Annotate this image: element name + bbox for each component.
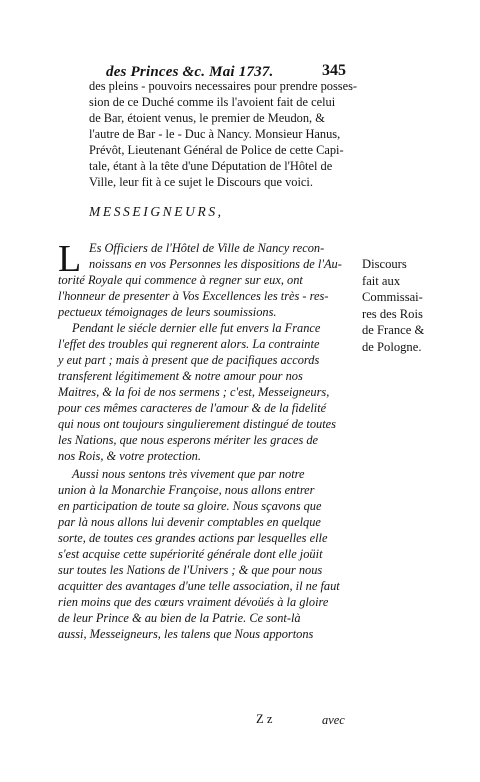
- intro-line: des pleins - pouvoirs necessaires pour prendre posses-: [89, 79, 358, 93]
- margin-note: [362, 256, 438, 355]
- speech-line: aussi, Messeigneurs, les talens que Nous apportons: [58, 627, 314, 641]
- speech-line: acquitter des avantages d'une telle association, il ne faut: [58, 579, 340, 593]
- speech-line: transferent légitimement & notre amour pour nos: [58, 369, 303, 383]
- speech-line: noissans en vos Personnes les dispositions de l'Au-: [89, 257, 342, 271]
- salutation: MESSEIGNEURS,: [89, 204, 224, 219]
- speech-line: en participation de toute sa gloire. Nous sçavons que: [58, 499, 322, 513]
- intro-line: Ville, leur fit à ce sujet le Discours que voici.: [89, 175, 313, 189]
- intro-line: l'autre de Bar - le - Duc à Nancy. Monsieur Hanus,: [89, 127, 341, 141]
- margin-note-line: fait aux: [362, 273, 401, 288]
- page-number: 345: [322, 62, 346, 79]
- speech-line: torité Royale qui commence à regner sur eux, ont: [58, 273, 303, 287]
- margin-note-line: Commissai-: [362, 290, 423, 304]
- speech-line: y eut part ; mais à present que de pacifiques accords: [58, 353, 320, 367]
- speech-line: qui nous ont toujours singulierement distingué de toutes: [58, 417, 336, 431]
- intro-line: de Bar, étoient venus, le premier de Meudon, &: [89, 111, 325, 125]
- speech-line: nos Rois, & votre protection.: [58, 449, 201, 463]
- intro-line: sion de ce Duché comme ils l'avoient fait de celui: [89, 95, 336, 109]
- speech-line: de leur Prince & au bien de la Patrie. Ce sont-là: [58, 611, 301, 625]
- speech-line: par là nous allons lui devenir comptables en quelque: [58, 515, 321, 529]
- margin-note-line: de Pologne.: [362, 339, 422, 354]
- running-head: des Princes &c. Mai 1737.: [106, 64, 274, 80]
- speech-line: rien moins que des cœurs vraiment dévoüés à la gloire: [58, 595, 329, 609]
- speech-line: union à la Monarchie Françoise, nous allons entrer: [58, 483, 315, 497]
- margin-note-line: res des Rois: [362, 306, 423, 321]
- catchword: avec: [322, 713, 345, 727]
- speech-line: les Nations, que nous esperons mériter les graces de: [58, 433, 319, 447]
- speech-line: sorte, de toutes ces grandes actions par lesquelles elle: [58, 531, 328, 545]
- speech-line: sur toutes les Nations de l'Univers ; & que pour nous: [58, 563, 323, 577]
- speech-line: l'effet des troubles qui regnerent alors. La contrainte: [58, 337, 320, 351]
- speech-line: Maitres, & la foi de nos sermens ; c'est, Messeigneurs,: [58, 385, 330, 399]
- speech-line: s'est acquise cette supériorité générale dont elle joüit: [58, 547, 323, 561]
- speech-line: pectueux témoignages de leurs soumissions.: [58, 305, 277, 319]
- margin-note-line: de France &: [362, 323, 425, 337]
- speech-line: Aussi nous sentons très vivement que par notre: [72, 467, 305, 481]
- intro-line: tale, étant à la tête d'une Députation de l'Hôtel de: [89, 159, 333, 173]
- margin-note-line: Discours: [362, 257, 407, 271]
- speech-line: pour ces mêmes caracteres de l'amour & de la fidelité: [58, 401, 327, 415]
- speech-line: Es Officiers de l'Hôtel de Ville de Nancy recon-: [89, 241, 325, 255]
- drop-cap: L: [58, 238, 82, 280]
- speech-line: l'honneur de presenter à Vos Excellences les très - res-: [58, 289, 329, 303]
- intro-line: Prévôt, Lieutenant Général de Police de cette Capi-: [89, 143, 344, 157]
- signature-mark: Z z: [256, 712, 273, 726]
- speech-line: Pendant le siécle dernier elle fut envers la France: [72, 321, 321, 335]
